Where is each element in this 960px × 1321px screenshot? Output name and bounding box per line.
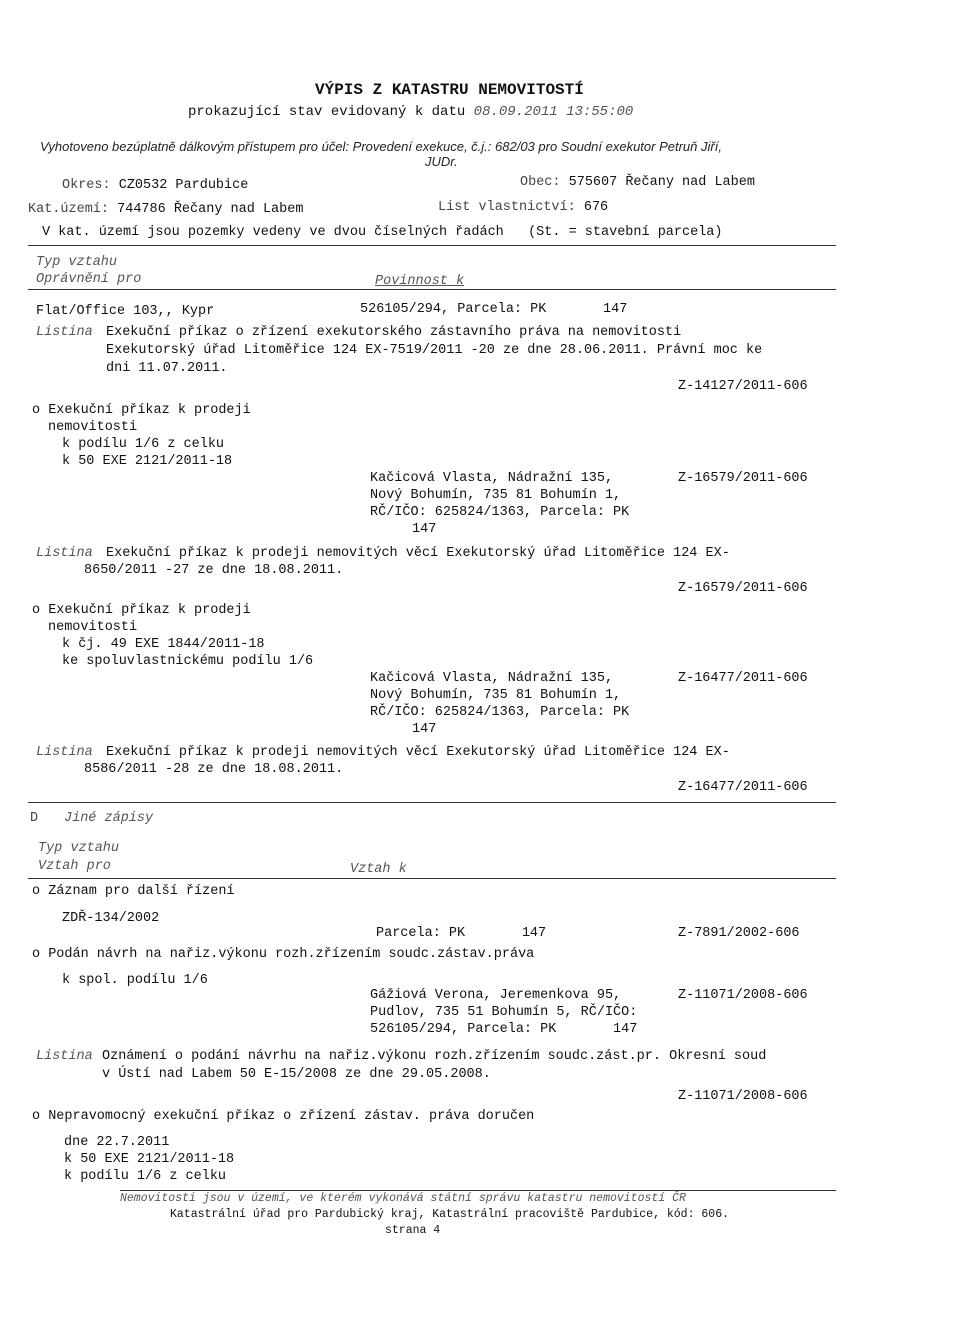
person-text: Pudlov, 735 51 Bohumín 5, RČ/IČO:	[370, 1005, 638, 1020]
entry-text: k podílu 1/6 z celku	[62, 437, 225, 452]
listina-label: Listina	[36, 1049, 93, 1064]
footer-office: Katastrální úřad pro Pardubický kraj, Katastrální pracoviště Pardubice, kód: 606.	[170, 1208, 729, 1221]
okres-row	[62, 177, 248, 194]
katuzemi-label: Kat.území:	[28, 202, 110, 217]
extract-datetime: 08.09.2011 13:55:00	[473, 104, 634, 120]
listina-text: Exekutorský úřad Litoměřice 124 EX-7519/2011 -20 ze dne 28.06.2011. Právní moc ke	[106, 343, 763, 358]
obec-value: 575607 Řečany nad Labem	[568, 175, 755, 190]
parcel-series-note: V kat. území jsou pozemky vedeny ve dvou číselných řadách (St. = stavební parcela)	[42, 225, 723, 240]
record-number: Z-11071/2008-606	[678, 1089, 808, 1104]
owner-parcel: 526105/294, Parcela: PK 147	[360, 302, 628, 317]
person-text: Nový Bohumín, 735 81 Bohumín 1,	[370, 488, 622, 503]
entry-text: nemovitosti	[48, 620, 138, 635]
divider	[28, 289, 836, 290]
document-subtitle	[188, 104, 633, 121]
footer-note: Nemovitosti jsou v území, ve kterém vykonává státní správu katastru nemovitostí ČR	[120, 1192, 686, 1205]
okres-label: Okres:	[62, 178, 111, 193]
person-text: Nový Bohumín, 735 81 Bohumín 1,	[370, 688, 622, 703]
footer-divider	[120, 1190, 836, 1191]
listina-text: Exekuční příkaz k prodeji nemovitých věcí Exekutorský úřad Litoměřice 124 EX-	[106, 546, 730, 561]
person-text: 526105/294, Parcela: PK 147	[370, 1022, 638, 1037]
listina-text: Oznámení o podání návrhu na nařiz.výkonu rozh.zřízením soudc.zást.pr. Okresní soud	[102, 1049, 767, 1064]
lv-value: 676	[583, 200, 609, 215]
katuzemi-value: 744786 Řečany nad Labem	[117, 202, 304, 217]
vztah-k-header: Vztah k	[350, 862, 407, 877]
entry-text: ke spoluvlastnickému podílu 1/6	[62, 654, 314, 669]
listina-text: v Ústí nad Labem 50 E-15/2008 ze dne 29.05.2008.	[102, 1067, 491, 1082]
person-text: RČ/IČO: 625824/1363, Parcela: PK	[370, 505, 630, 520]
record-number: Z-16477/2011-606	[678, 780, 808, 795]
listina-text: Exekuční příkaz o zřízení exekutorského zástavního práva na nemovitosti	[106, 325, 682, 340]
section-letter: D	[30, 811, 39, 826]
listina-label: Listina	[36, 745, 93, 760]
listina-label: Listina	[36, 325, 93, 340]
person-text: Kačicová Vlasta, Nádražní 135,	[370, 671, 614, 686]
katuzemi-row	[28, 201, 303, 218]
okres-value: CZ0532 Pardubice	[118, 178, 249, 193]
person-text: RČ/IČO: 625824/1363, Parcela: PK	[370, 705, 630, 720]
entry-text: o Záznam pro další řízení	[32, 884, 235, 899]
divider	[28, 245, 836, 246]
section-heading: Jiné zápisy	[64, 811, 154, 826]
page-number: strana 4	[385, 1224, 441, 1237]
document-title: VÝPIS Z KATASTRU NEMOVITOSTÍ	[315, 81, 584, 99]
purpose-line-1: Vyhotoveno bezúplatně dálkovým přístupem pro účel: Provedení exekuce, č.j.: 682/03 pro Soudní exekutor Petruň Jiří,	[40, 139, 722, 154]
entry-text: o Nepravomocný exekuční příkaz o zřízení zástav. práva doručen	[32, 1109, 535, 1124]
record-number: Z-16579/2011-606	[678, 471, 808, 486]
entry-text: k čj. 49 EXE 1844/2011-18	[62, 637, 265, 652]
lv-label: List vlastnictví:	[438, 200, 576, 215]
vztah-pro-header: Vztah pro	[38, 859, 111, 874]
entry-text: o Podán návrh na nařiz.výkonu rozh.zřízením soudc.zástav.práva	[32, 947, 535, 962]
entry-text: o Exekuční příkaz k prodeji	[32, 603, 251, 618]
listina-text: 8650/2011 -27 ze dne 18.08.2011.	[84, 563, 344, 578]
opravneni-pro-header: Oprávnění pro	[36, 272, 142, 287]
record-number: Z-16477/2011-606	[678, 671, 808, 686]
record-number: Z-7891/2002-606	[678, 926, 800, 941]
lv-row	[438, 199, 608, 216]
entry-text: k spol. podílu 1/6	[62, 973, 208, 988]
divider	[28, 878, 836, 879]
listina-label: Listina	[36, 546, 93, 561]
entry-text: dne 22.7.2011	[64, 1135, 170, 1150]
subtitle-text: prokazující stav evidovaný k datu	[188, 104, 466, 120]
record-number: Z-16579/2011-606	[678, 581, 808, 596]
obec-row	[520, 174, 755, 191]
purpose-line-2: JUDr.	[425, 154, 458, 169]
listina-text: dni 11.07.2011.	[106, 361, 228, 376]
person-text: 147	[412, 722, 437, 737]
typ-vztahu-header: Typ vztahu	[38, 841, 120, 856]
entry-parcel: Parcela: PK 147	[376, 926, 547, 941]
entry-text: k 50 EXE 2121/2011-18	[64, 1152, 235, 1167]
listina-text: 8586/2011 -28 ze dne 18.08.2011.	[84, 762, 344, 777]
listina-text: Exekuční příkaz k prodeji nemovitých věcí Exekutorský úřad Litoměřice 124 EX-	[106, 745, 730, 760]
person-text: Kačicová Vlasta, Nádražní 135,	[370, 471, 614, 486]
record-number: Z-14127/2011-606	[678, 379, 808, 394]
entry-text: o Exekuční příkaz k prodeji	[32, 403, 251, 418]
record-number: Z-11071/2008-606	[678, 988, 808, 1003]
entry-text: k 50 EXE 2121/2011-18	[62, 454, 233, 469]
person-text: 147	[412, 522, 437, 537]
entry-text: ZDŘ-134/2002	[62, 911, 160, 926]
typ-vztahu-header: Typ vztahu	[36, 255, 118, 270]
divider	[28, 802, 836, 803]
person-text: Gážiová Verona, Jeremenkova 95,	[370, 988, 622, 1003]
entry-text: nemovitosti	[48, 420, 138, 435]
povinnost-k-header: Povinnost k	[375, 274, 465, 289]
entry-text: k podílu 1/6 z celku	[64, 1169, 227, 1184]
obec-label: Obec:	[520, 175, 561, 190]
owner-name: Flat/Office 103,, Kypr	[36, 304, 215, 319]
